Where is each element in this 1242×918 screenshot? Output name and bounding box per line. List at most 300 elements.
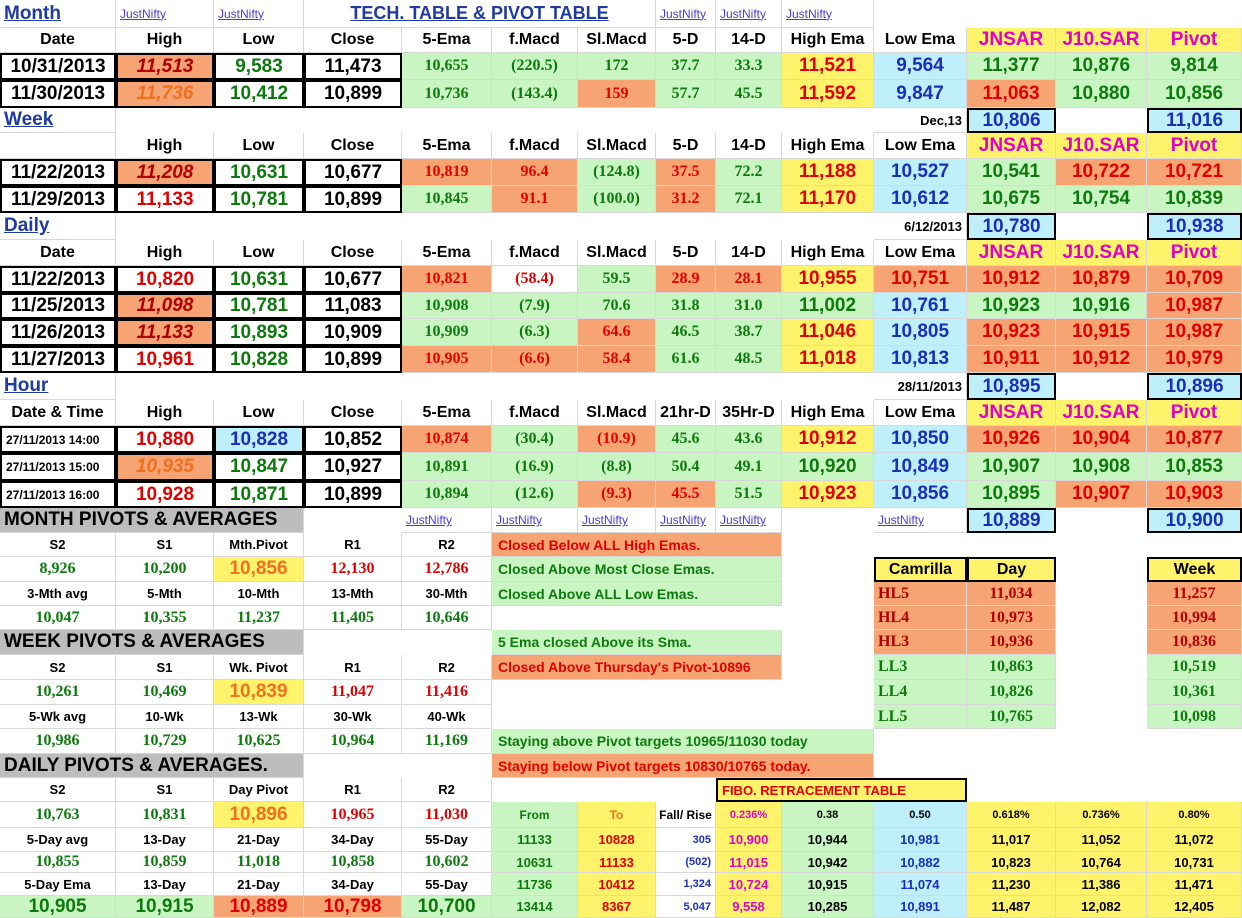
daily-row-5-ema: 10,821 bbox=[402, 266, 492, 293]
justnifty-link[interactable]: JustNifty bbox=[716, 0, 782, 28]
week-row-j10-sar: 10,754 bbox=[1056, 186, 1147, 213]
hour-row-jnsar: 10,926 bbox=[967, 426, 1056, 453]
justnifty-link[interactable]: JustNifty bbox=[492, 508, 578, 533]
hour-row-5-ema: 10,894 bbox=[402, 481, 492, 508]
month_pivots-avg-header: 10-Mth bbox=[214, 582, 304, 606]
daily_pivots-value: 10,831 bbox=[116, 802, 214, 828]
daily_pivots-ema-value: 10,889 bbox=[214, 896, 304, 918]
hour-last-pivot: 10,900 bbox=[1147, 508, 1242, 533]
week-row-high: 11,208 bbox=[116, 159, 214, 186]
month_pivots-header: Mth.Pivot bbox=[214, 533, 304, 557]
week_pivots-avg-value: 11,169 bbox=[402, 729, 492, 754]
week-next-pivot: 11,016 bbox=[1147, 108, 1242, 133]
month-row-low-ema: 9,847 bbox=[874, 80, 967, 108]
month-row-5-d: 37.7 bbox=[656, 53, 716, 80]
week-row-5-d: 37.5 bbox=[656, 159, 716, 186]
daily_pivots-ema-header: 21-Day bbox=[214, 873, 304, 896]
daily_pivots-ema-value: 10,905 bbox=[0, 896, 116, 918]
camrilla-label: Camrilla bbox=[874, 557, 967, 582]
week_pivots-value: 11,047 bbox=[304, 680, 402, 705]
week-row-14-d: 72.2 bbox=[716, 159, 782, 186]
daily-row-pivot: 10,709 bbox=[1147, 266, 1242, 293]
hour-row-low: 10,828 bbox=[214, 426, 304, 453]
fibo-header: From bbox=[492, 802, 578, 828]
fibo-cell: 10,823 bbox=[967, 852, 1056, 873]
daily-row-high-ema: 11,046 bbox=[782, 319, 874, 346]
month-row-low: 10,412 bbox=[214, 80, 304, 108]
daily-row-5-d: 46.5 bbox=[656, 319, 716, 346]
hour-row-date: 27/11/2013 16:00 bbox=[0, 481, 116, 508]
daily_pivots-ema-value: 10,915 bbox=[116, 896, 214, 918]
week_pivots-avg-header: 13-Wk bbox=[214, 705, 304, 729]
hour-header-low: Low bbox=[214, 400, 304, 426]
daily-row-close: 10,899 bbox=[304, 346, 402, 373]
week-header-jnsar: JNSAR bbox=[967, 133, 1056, 159]
month-row-low: 9,583 bbox=[214, 53, 304, 80]
daily-row-14-d: 48.5 bbox=[716, 346, 782, 373]
fibo-cell: 10,900 bbox=[716, 828, 782, 852]
camrilla-week-value: 10,098 bbox=[1147, 705, 1242, 729]
hour-row-date: 27/11/2013 14:00 bbox=[0, 426, 116, 453]
week-row-14-d: 72.1 bbox=[716, 186, 782, 213]
daily-row-sl-macd: 58.4 bbox=[578, 346, 656, 373]
month-header-low: Low bbox=[214, 28, 304, 53]
daily-row-14-d: 38.7 bbox=[716, 319, 782, 346]
month-header-high-ema: High Ema bbox=[782, 28, 874, 53]
section-hour-label: Hour bbox=[0, 373, 116, 400]
week-row-5-ema: 10,819 bbox=[402, 159, 492, 186]
month-row-pivot: 10,856 bbox=[1147, 80, 1242, 108]
hour-header-jnsar: JNSAR bbox=[967, 400, 1056, 426]
hour-header-low-ema: Low Ema bbox=[874, 400, 967, 426]
camrilla-level-name: LL4 bbox=[874, 680, 967, 705]
daily_pivots-avg-value: 10,858 bbox=[304, 852, 402, 873]
month-pivots-label: MONTH PIVOTS & AVERAGES bbox=[0, 508, 304, 533]
week-row-high-ema: 11,188 bbox=[782, 159, 874, 186]
justnifty-link[interactable]: JustNifty bbox=[716, 508, 782, 533]
month_pivots-avg-header: 3-Mth avg bbox=[0, 582, 116, 606]
hour-row-close: 10,899 bbox=[304, 481, 402, 508]
hour-row-sl-macd: (10.9) bbox=[578, 426, 656, 453]
week-row-low-ema: 10,527 bbox=[874, 159, 967, 186]
month-row-5-d: 57.7 bbox=[656, 80, 716, 108]
fibo-cell: 11,052 bbox=[1056, 828, 1147, 852]
month-header-f-macd: f.Macd bbox=[492, 28, 578, 53]
camrilla-week-value: 10,836 bbox=[1147, 630, 1242, 655]
week-pivots-label: WEEK PIVOTS & AVERAGES bbox=[0, 630, 304, 655]
hour-row-jnsar: 10,907 bbox=[967, 453, 1056, 481]
daily-row-14-d: 31.0 bbox=[716, 293, 782, 319]
camrilla-level-name: HL3 bbox=[874, 630, 967, 655]
week-header-14-d: 14-D bbox=[716, 133, 782, 159]
week-row-f-macd: 91.1 bbox=[492, 186, 578, 213]
camrilla-day-label: Day bbox=[967, 557, 1056, 582]
week-row-pivot: 10,839 bbox=[1147, 186, 1242, 213]
week-row-low-ema: 10,612 bbox=[874, 186, 967, 213]
daily-row-sl-macd: 64.6 bbox=[578, 319, 656, 346]
week-header-f-macd: f.Macd bbox=[492, 133, 578, 159]
fibo-cell: 10,285 bbox=[782, 896, 874, 918]
daily-header-date: Date bbox=[0, 240, 116, 266]
camrilla-day-value: 11,034 bbox=[967, 582, 1056, 606]
fibo-cell: 11,471 bbox=[1147, 873, 1242, 896]
daily-row-high: 11,133 bbox=[116, 319, 214, 346]
hour-row-pivot: 10,877 bbox=[1147, 426, 1242, 453]
week-header-j10-sar: J10.SAR bbox=[1056, 133, 1147, 159]
hour-row-5-ema: 10,891 bbox=[402, 453, 492, 481]
daily-row-jnsar: 10,923 bbox=[967, 293, 1056, 319]
week-header-5-d: 5-D bbox=[656, 133, 716, 159]
week-header-5-ema: 5-Ema bbox=[402, 133, 492, 159]
week_pivots-header: R2 bbox=[402, 655, 492, 680]
daily-row-pivot: 10,987 bbox=[1147, 319, 1242, 346]
daily-row-f-macd: (58.4) bbox=[492, 266, 578, 293]
hour-row-low-ema: 10,856 bbox=[874, 481, 967, 508]
hour-row-jnsar: 10,895 bbox=[967, 481, 1056, 508]
hour-row-f-macd: (30.4) bbox=[492, 426, 578, 453]
daily-row-close: 11,083 bbox=[304, 293, 402, 319]
month-row-f-macd: (220.5) bbox=[492, 53, 578, 80]
week-row-low: 10,781 bbox=[214, 186, 304, 213]
week-header-low: Low bbox=[214, 133, 304, 159]
daily_pivots-header: R2 bbox=[402, 778, 492, 802]
daily-row-high: 11,098 bbox=[116, 293, 214, 319]
week-row-date: 11/29/2013 bbox=[0, 186, 116, 213]
week-row-pivot: 10,721 bbox=[1147, 159, 1242, 186]
month-header-5-ema: 5-Ema bbox=[402, 28, 492, 53]
fibo-cell: 10,942 bbox=[782, 852, 874, 873]
daily_pivots-header: R1 bbox=[304, 778, 402, 802]
daily-row-j10-sar: 10,912 bbox=[1056, 346, 1147, 373]
daily-row-high-ema: 10,955 bbox=[782, 266, 874, 293]
month-row-jnsar: 11,063 bbox=[967, 80, 1056, 108]
fibo-cell: 8367 bbox=[578, 896, 656, 918]
fibo-cell: 10,915 bbox=[782, 873, 874, 896]
week-row-jnsar: 10,541 bbox=[967, 159, 1056, 186]
week-header-high-ema: High Ema bbox=[782, 133, 874, 159]
hour-row-low-ema: 10,850 bbox=[874, 426, 967, 453]
daily-row-high-ema: 11,002 bbox=[782, 293, 874, 319]
daily-row-j10-sar: 10,916 bbox=[1056, 293, 1147, 319]
month-header-5-d: 5-D bbox=[656, 28, 716, 53]
daily_pivots-avg-value: 11,018 bbox=[214, 852, 304, 873]
month-row-sl-macd: 159 bbox=[578, 80, 656, 108]
daily-row-5-d: 31.8 bbox=[656, 293, 716, 319]
month-row-high: 11,736 bbox=[116, 80, 214, 108]
hour-header-high-ema: High Ema bbox=[782, 400, 874, 426]
month-row-pivot: 9,814 bbox=[1147, 53, 1242, 80]
month_pivots-avg-value: 10,646 bbox=[402, 606, 492, 630]
camrilla-level-name: HL5 bbox=[874, 582, 967, 606]
daily-row-pivot: 10,979 bbox=[1147, 346, 1242, 373]
fibo-title: FIBO. RETRACEMENT TABLE bbox=[716, 778, 967, 802]
camrilla-day-value: 10,973 bbox=[967, 606, 1056, 630]
camrilla-day-value: 10,826 bbox=[967, 680, 1056, 705]
daily_pivots-ema-value: 10,798 bbox=[304, 896, 402, 918]
daily-row-sl-macd: 70.6 bbox=[578, 293, 656, 319]
hour-row-close: 10,927 bbox=[304, 453, 402, 481]
month-row-high-ema: 11,592 bbox=[782, 80, 874, 108]
week-row-low: 10,631 bbox=[214, 159, 304, 186]
fibo-header: To bbox=[578, 802, 656, 828]
fibo-header: Fall/ Rise bbox=[656, 802, 716, 828]
week_pivots-header: S1 bbox=[116, 655, 214, 680]
camrilla-day-value: 10,936 bbox=[967, 630, 1056, 655]
daily_pivots-avg-header: 55-Day bbox=[402, 828, 492, 852]
week_pivots-avg-header: 10-Wk bbox=[116, 705, 214, 729]
week_pivots-avg-header: 40-Wk bbox=[402, 705, 492, 729]
month_pivots-avg-value: 10,047 bbox=[0, 606, 116, 630]
daily_pivots-ema-header: 13-Day bbox=[116, 873, 214, 896]
daily-header-14-d: 14-D bbox=[716, 240, 782, 266]
week-row-sl-macd: (100.0) bbox=[578, 186, 656, 213]
fibo-cell: 10,731 bbox=[1147, 852, 1242, 873]
fibo-header: 0.236% bbox=[716, 802, 782, 828]
hour-header-5-ema: 5-Ema bbox=[402, 400, 492, 426]
daily-header-5-ema: 5-Ema bbox=[402, 240, 492, 266]
hour-row-sl-macd: (9.3) bbox=[578, 481, 656, 508]
hour-header-14-d: 35Hr-D bbox=[716, 400, 782, 426]
camrilla-level-name: LL5 bbox=[874, 705, 967, 729]
month-header-sl-macd: Sl.Macd bbox=[578, 28, 656, 53]
daily_pivots-ema-value: 10,700 bbox=[402, 896, 492, 918]
fibo-cell: 11736 bbox=[492, 873, 578, 896]
daily_pivots-value: 10,763 bbox=[0, 802, 116, 828]
section-week-label: Week bbox=[0, 108, 116, 133]
camrilla-level-name: HL4 bbox=[874, 606, 967, 630]
hour-row-high: 10,928 bbox=[116, 481, 214, 508]
daily_pivots-ema-header: 34-Day bbox=[304, 873, 402, 896]
hour-header-5-d: 21hr-D bbox=[656, 400, 716, 426]
daily-row-f-macd: (6.3) bbox=[492, 319, 578, 346]
month-header-jnsar: JNSAR bbox=[967, 28, 1056, 53]
month-row-sl-macd: 172 bbox=[578, 53, 656, 80]
week_pivots-header: Wk. Pivot bbox=[214, 655, 304, 680]
daily-row-j10-sar: 10,915 bbox=[1056, 319, 1147, 346]
hour-header-date: Date & Time bbox=[0, 400, 116, 426]
justnifty-link[interactable]: JustNifty bbox=[578, 508, 656, 533]
daily-row-jnsar: 10,912 bbox=[967, 266, 1056, 293]
week-next-jnsar: 10,806 bbox=[967, 108, 1056, 133]
month_pivots-header: R2 bbox=[402, 533, 492, 557]
fibo-cell: 10,891 bbox=[874, 896, 967, 918]
week-row-date: 11/22/2013 bbox=[0, 159, 116, 186]
week_pivots-avg-value: 10,625 bbox=[214, 729, 304, 754]
hour-row-14-d: 51.5 bbox=[716, 481, 782, 508]
hour-header-high: High bbox=[116, 400, 214, 426]
justnifty-link[interactable]: JustNifty bbox=[656, 508, 716, 533]
month-header-date: Date bbox=[0, 28, 116, 53]
daily-row-jnsar: 10,911 bbox=[967, 346, 1056, 373]
daily-row-5-d: 61.6 bbox=[656, 346, 716, 373]
hour-row-5-d: 50.4 bbox=[656, 453, 716, 481]
month_pivots-avg-header: 13-Mth bbox=[304, 582, 402, 606]
month-row-low-ema: 9,564 bbox=[874, 53, 967, 80]
hour-row-j10-sar: 10,907 bbox=[1056, 481, 1147, 508]
justnifty-link[interactable]: JustNifty bbox=[656, 0, 716, 28]
month-row-5-ema: 10,736 bbox=[402, 80, 492, 108]
daily-row-date: 11/25/2013 bbox=[0, 293, 116, 319]
week_pivots-avg-header: 5-Wk avg bbox=[0, 705, 116, 729]
month-header-14-d: 14-D bbox=[716, 28, 782, 53]
daily_pivots-avg-value: 10,602 bbox=[402, 852, 492, 873]
hour-header-f-macd: f.Macd bbox=[492, 400, 578, 426]
week-header-pivot: Pivot bbox=[1147, 133, 1242, 159]
fibo-cell: 11,386 bbox=[1056, 873, 1147, 896]
daily_pivots-avg-value: 10,859 bbox=[116, 852, 214, 873]
fibo-header: 0.736% bbox=[1056, 802, 1147, 828]
daily-row-14-d: 28.1 bbox=[716, 266, 782, 293]
week-row-sl-macd: (124.8) bbox=[578, 159, 656, 186]
daily-row-low: 10,631 bbox=[214, 266, 304, 293]
daily-row-date: 11/27/2013 bbox=[0, 346, 116, 373]
week_pivots-header: R1 bbox=[304, 655, 402, 680]
fibo-cell: 11,074 bbox=[874, 873, 967, 896]
month-row-14-d: 45.5 bbox=[716, 80, 782, 108]
daily-row-date: 11/26/2013 bbox=[0, 319, 116, 346]
month_pivots-value: 12,786 bbox=[402, 557, 492, 582]
week_pivots-value: 10,839 bbox=[214, 680, 304, 705]
week-header-sl-macd: Sl.Macd bbox=[578, 133, 656, 159]
daily-row-f-macd: (6.6) bbox=[492, 346, 578, 373]
daily-row-high-ema: 11,018 bbox=[782, 346, 874, 373]
hour-next-jnsar: 10,895 bbox=[967, 373, 1056, 400]
month-row-date: 10/31/2013 bbox=[0, 53, 116, 80]
hour-row-sl-macd: (8.8) bbox=[578, 453, 656, 481]
hour-next-label: 28/11/2013 bbox=[874, 373, 967, 400]
month_pivots-header: S2 bbox=[0, 533, 116, 557]
fibo-header: 0.50 bbox=[874, 802, 967, 828]
daily-row-pivot: 10,987 bbox=[1147, 293, 1242, 319]
daily_pivots-avg-header: 34-Day bbox=[304, 828, 402, 852]
week-row-close: 10,899 bbox=[304, 186, 402, 213]
month-row-high-ema: 11,521 bbox=[782, 53, 874, 80]
hour-header-sl-macd: Sl.Macd bbox=[578, 400, 656, 426]
fibo-cell: 305 bbox=[656, 828, 716, 852]
hour-row-close: 10,852 bbox=[304, 426, 402, 453]
fibo-cell: 10,724 bbox=[716, 873, 782, 896]
month_pivots-avg-header: 30-Mth bbox=[402, 582, 492, 606]
daily-row-close: 10,677 bbox=[304, 266, 402, 293]
daily-row-high: 10,961 bbox=[116, 346, 214, 373]
daily-row-low: 10,828 bbox=[214, 346, 304, 373]
daily-next-pivot: 10,938 bbox=[1147, 213, 1242, 240]
month-row-date: 11/30/2013 bbox=[0, 80, 116, 108]
hour-row-high-ema: 10,912 bbox=[782, 426, 874, 453]
week_pivots-value: 11,416 bbox=[402, 680, 492, 705]
daily-row-low-ema: 10,761 bbox=[874, 293, 967, 319]
camrilla-day-value: 10,765 bbox=[967, 705, 1056, 729]
month-row-j10-sar: 10,880 bbox=[1056, 80, 1147, 108]
daily-row-5-ema: 10,905 bbox=[402, 346, 492, 373]
month_pivots-avg-value: 11,237 bbox=[214, 606, 304, 630]
daily_pivots-value: 10,965 bbox=[304, 802, 402, 828]
analysis-statement: Staying below Pivot targets 10830/10765 today. bbox=[492, 754, 874, 778]
daily-header-high: High bbox=[116, 240, 214, 266]
week-header-high: High bbox=[116, 133, 214, 159]
daily-row-jnsar: 10,923 bbox=[967, 319, 1056, 346]
daily-header-close: Close bbox=[304, 240, 402, 266]
hour-row-low-ema: 10,849 bbox=[874, 453, 967, 481]
week_pivots-header: S2 bbox=[0, 655, 116, 680]
week-next-label: Dec,13 bbox=[874, 108, 967, 133]
daily-pivots-label: DAILY PIVOTS & AVERAGES. bbox=[0, 754, 304, 778]
section-month-label: Month bbox=[0, 0, 116, 28]
month-row-jnsar: 11,377 bbox=[967, 53, 1056, 80]
daily-row-low: 10,893 bbox=[214, 319, 304, 346]
hour-last-jnsar: 10,889 bbox=[967, 508, 1056, 533]
fibo-cell: 12,405 bbox=[1147, 896, 1242, 918]
camrilla-week-value: 11,257 bbox=[1147, 582, 1242, 606]
month_pivots-header: S1 bbox=[116, 533, 214, 557]
week-row-close: 10,677 bbox=[304, 159, 402, 186]
fibo-cell: 12,082 bbox=[1056, 896, 1147, 918]
week_pivots-avg-value: 10,964 bbox=[304, 729, 402, 754]
fibo-header: 0.80% bbox=[1147, 802, 1242, 828]
justnifty-link[interactable]: JustNifty bbox=[214, 0, 304, 28]
daily_pivots-avg-header: 13-Day bbox=[116, 828, 214, 852]
fibo-cell: 10,944 bbox=[782, 828, 874, 852]
week-header-close: Close bbox=[304, 133, 402, 159]
justnifty-link[interactable]: JustNifty bbox=[116, 0, 214, 28]
daily-row-low-ema: 10,805 bbox=[874, 319, 967, 346]
justnifty-link[interactable]: JustNifty bbox=[782, 0, 874, 28]
hour-row-f-macd: (12.6) bbox=[492, 481, 578, 508]
camrilla-week-value: 10,519 bbox=[1147, 655, 1242, 680]
hour-next-pivot: 10,896 bbox=[1147, 373, 1242, 400]
month_pivots-avg-value: 10,355 bbox=[116, 606, 214, 630]
month_pivots-value: 12,130 bbox=[304, 557, 402, 582]
week_pivots-value: 10,261 bbox=[0, 680, 116, 705]
daily-header-pivot: Pivot bbox=[1147, 240, 1242, 266]
daily-row-sl-macd: 59.5 bbox=[578, 266, 656, 293]
fibo-cell: 11133 bbox=[492, 828, 578, 852]
month-header-close: Close bbox=[304, 28, 402, 53]
justnifty-link[interactable]: JustNifty bbox=[874, 508, 967, 533]
daily_pivots-header: S1 bbox=[116, 778, 214, 802]
month_pivots-header: R1 bbox=[304, 533, 402, 557]
fibo-cell: 5,047 bbox=[656, 896, 716, 918]
month-row-f-macd: (143.4) bbox=[492, 80, 578, 108]
daily-header-sl-macd: Sl.Macd bbox=[578, 240, 656, 266]
week-header-date bbox=[0, 133, 116, 159]
week-row-j10-sar: 10,722 bbox=[1056, 159, 1147, 186]
fibo-header: 0.38 bbox=[782, 802, 874, 828]
analysis-statement: Closed Above Most Close Emas. bbox=[492, 557, 782, 582]
analysis-statement: Closed Below ALL High Emas. bbox=[492, 533, 782, 557]
camrilla-week-label: Week bbox=[1147, 557, 1242, 582]
daily_pivots-value: 10,896 bbox=[214, 802, 304, 828]
hour-header-close: Close bbox=[304, 400, 402, 426]
justnifty-link[interactable]: JustNifty bbox=[402, 508, 492, 533]
fibo-cell: 11,072 bbox=[1147, 828, 1242, 852]
week-header-low-ema: Low Ema bbox=[874, 133, 967, 159]
month_pivots-value: 8,926 bbox=[0, 557, 116, 582]
hour-row-j10-sar: 10,904 bbox=[1056, 426, 1147, 453]
camrilla-week-value: 10,361 bbox=[1147, 680, 1242, 705]
fibo-cell: 10412 bbox=[578, 873, 656, 896]
fibo-cell: 11,015 bbox=[716, 852, 782, 873]
week-row-high-ema: 11,170 bbox=[782, 186, 874, 213]
week_pivots-avg-header: 30-Wk bbox=[304, 705, 402, 729]
month-row-5-ema: 10,655 bbox=[402, 53, 492, 80]
section-daily-label: Daily bbox=[0, 213, 116, 240]
month-header-high: High bbox=[116, 28, 214, 53]
month-row-close: 11,473 bbox=[304, 53, 402, 80]
hour-row-5-ema: 10,874 bbox=[402, 426, 492, 453]
hour-header-pivot: Pivot bbox=[1147, 400, 1242, 426]
analysis-statement: Closed Above Thursday's Pivot-10896 bbox=[492, 655, 782, 680]
